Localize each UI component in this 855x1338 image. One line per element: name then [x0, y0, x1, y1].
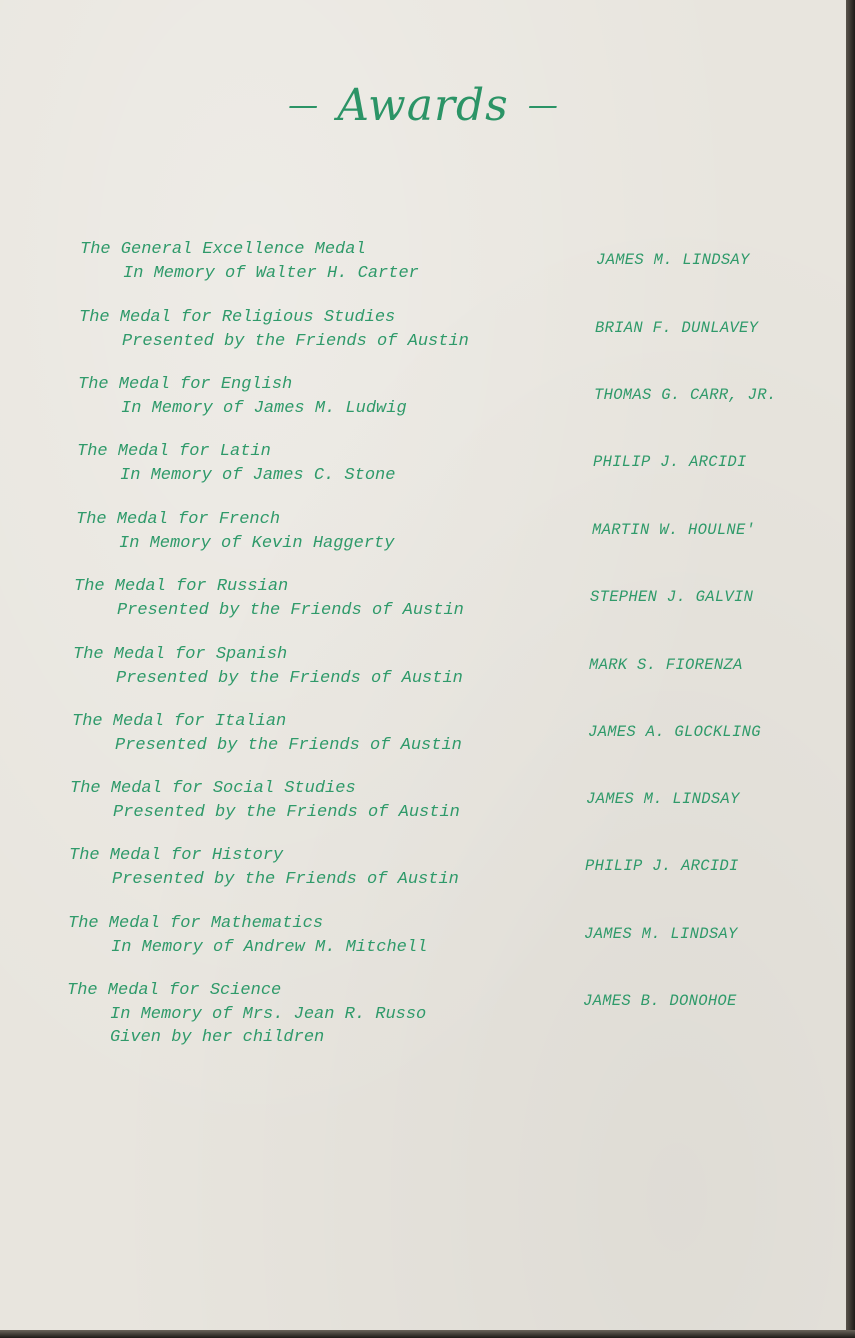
recipient-name: JAMES M. LINDSAY [596, 251, 750, 269]
recipient-name: JAMES A. GLOCKLING [588, 723, 761, 741]
medal-dedication-line-2: Given by her children [110, 1028, 325, 1047]
title-text: Awards [337, 80, 509, 131]
recipient-name: MARK S. FIORENZA [589, 656, 743, 674]
award-religious-studies [79, 308, 839, 372]
award-science [67, 981, 827, 1045]
recipient-name: BRIAN F. DUNLAVEY [595, 319, 759, 337]
page-bottom-edge [0, 1330, 855, 1338]
recipient-name: JAMES M. LINDSAY [584, 925, 738, 943]
award-social-studies [70, 779, 830, 843]
award-history [69, 846, 829, 910]
award-latin [77, 442, 837, 506]
recipient-name: THOMAS G. CARR, JR. [594, 386, 777, 404]
title-dash-left: — [288, 88, 319, 123]
award-english [78, 375, 838, 439]
medal-name: The Medal for Russian [74, 577, 289, 596]
recipient-name: JAMES M. LINDSAY [586, 790, 740, 808]
recipient-name: PHILIP J. ARCIDI [593, 453, 747, 471]
medal-name: The Medal for Mathematics [68, 914, 324, 933]
medal-name: The Medal for Latin [77, 442, 271, 461]
recipient-name: MARTIN W. HOULNE' [592, 521, 756, 539]
medal-name: The Medal for Italian [72, 712, 287, 731]
medal-name: The Medal for History [69, 846, 284, 865]
page-spine-edge [846, 0, 855, 1338]
medal-dedication: Presented by the Friends of Austin [113, 803, 460, 822]
medal-name: The Medal for Spanish [73, 645, 288, 664]
medal-dedication: In Memory of James C. Stone [120, 466, 396, 485]
medal-dedication: Presented by the Friends of Austin [116, 669, 463, 688]
medal-name: The Medal for Religious Studies [79, 308, 396, 327]
award-general-excellence [80, 240, 840, 304]
medal-name: The Medal for French [76, 510, 281, 529]
medal-dedication: Presented by the Friends of Austin [115, 736, 462, 755]
medal-name: The Medal for Social Studies [70, 779, 356, 798]
award-french [76, 510, 836, 574]
medal-dedication: In Memory of Kevin Haggerty [119, 534, 395, 553]
medal-dedication: Presented by the Friends of Austin [122, 332, 469, 351]
recipient-name: PHILIP J. ARCIDI [585, 857, 739, 875]
medal-dedication: Presented by the Friends of Austin [117, 601, 464, 620]
medal-dedication: Presented by the Friends of Austin [112, 870, 459, 889]
medal-name: The General Excellence Medal [80, 240, 366, 259]
recipient-name: JAMES B. DONOHOE [583, 992, 737, 1010]
medal-dedication: In Memory of Mrs. Jean R. Russo [110, 1005, 427, 1024]
recipient-name: STEPHEN J. GALVIN [590, 588, 754, 606]
medal-name: The Medal for Science [67, 981, 282, 1000]
medal-dedication: In Memory of Andrew M. Mitchell [111, 938, 428, 957]
medal-dedication: In Memory of Walter H. Carter [123, 264, 419, 283]
medal-dedication: In Memory of James M. Ludwig [121, 399, 407, 418]
award-mathematics [68, 914, 828, 978]
page-title [0, 80, 846, 131]
title-dash-right: — [527, 88, 558, 123]
award-spanish [73, 645, 833, 709]
medal-name: The Medal for English [78, 375, 293, 394]
award-russian [74, 577, 834, 641]
award-italian [72, 712, 832, 776]
